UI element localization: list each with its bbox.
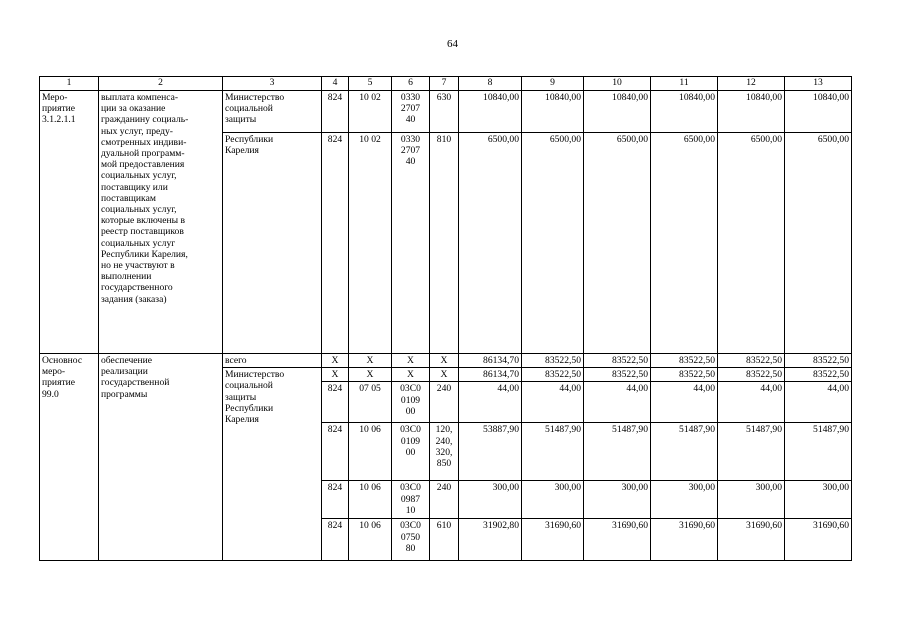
cell-col7: 120, 240, 320, 850 <box>430 423 459 481</box>
measure-description-cell: выплата компенса- ции за оказание гражданину социаль- ных услуг, преду- смотренных индиви- дуальной программ- мой предоставления социальных услуг, поставщику или поставщикам социальных услуг, которые включены в реестр поставщиков социальных услуг Республики Карелия, но не участвуют в выполнении государственного задания (заказа) <box>99 91 223 354</box>
cell-col4: 824 <box>322 519 349 561</box>
cell-value-col10: 31690,60 <box>584 519 651 561</box>
cell-value-col11: 83522,50 <box>651 354 718 368</box>
cell-value-col9: 44,00 <box>522 382 584 423</box>
cell-value-col12: 10840,00 <box>718 91 785 133</box>
cell-col4: 824 <box>322 382 349 423</box>
cell-value-col11: 300,00 <box>651 481 718 519</box>
cell-col6: 03C0 0987 10 <box>392 481 430 519</box>
cell-value-col11: 83522,50 <box>651 368 718 382</box>
measure-code-cell: Основнос меро- приятие 99.0 <box>40 354 99 561</box>
cell-col5: X <box>349 368 392 382</box>
cell-value-col12: 300,00 <box>718 481 785 519</box>
header-cell-9: 9 <box>522 77 584 91</box>
page-number: 64 <box>447 38 458 50</box>
cell-value-col13: 300,00 <box>785 481 852 519</box>
cell-value-col8: 300,00 <box>459 481 522 519</box>
executor-cell: Министерство социальной защиты Республики Карелия <box>223 368 322 561</box>
cell-value-col10: 10840,00 <box>584 91 651 133</box>
header-cell-5: 5 <box>349 77 392 91</box>
cell-col7: 610 <box>430 519 459 561</box>
cell-col5: 07 05 <box>349 382 392 423</box>
budget-table <box>39 76 852 561</box>
cell-col6: X <box>392 354 430 368</box>
cell-value-col10: 6500,00 <box>584 133 651 354</box>
cell-col5: 10 06 <box>349 519 392 561</box>
header-cell-6: 6 <box>392 77 430 91</box>
measure-code-cell: Меро- приятие 3.1.2.1.1 <box>40 91 99 354</box>
cell-value-col12: 83522,50 <box>718 368 785 382</box>
cell-col6: 03C0 0109 00 <box>392 382 430 423</box>
cell-value-col11: 51487,90 <box>651 423 718 481</box>
cell-value-col8: 44,00 <box>459 382 522 423</box>
cell-col7: 240 <box>430 481 459 519</box>
cell-value-col10: 83522,50 <box>584 368 651 382</box>
cell-col4: 824 <box>322 423 349 481</box>
cell-col5: 10 02 <box>349 133 392 354</box>
header-cell-1: 1 <box>40 77 99 91</box>
table-row-total <box>40 354 852 368</box>
cell-value-col12: 51487,90 <box>718 423 785 481</box>
cell-value-col10: 44,00 <box>584 382 651 423</box>
cell-value-col9: 10840,00 <box>522 91 584 133</box>
cell-value-col13: 51487,90 <box>785 423 852 481</box>
cell-col7: 630 <box>430 91 459 133</box>
executor-cell: Министерство социальной защиты <box>223 91 322 133</box>
cell-col7: X <box>430 354 459 368</box>
cell-value-col13: 83522,50 <box>785 354 852 368</box>
table-row <box>40 91 852 133</box>
cell-value-col11: 44,00 <box>651 382 718 423</box>
cell-value-col13: 44,00 <box>785 382 852 423</box>
cell-col4: 824 <box>322 91 349 133</box>
cell-value-col13: 10840,00 <box>785 91 852 133</box>
cell-value-col8: 86134,70 <box>459 368 522 382</box>
cell-col5: X <box>349 354 392 368</box>
header-cell-3: 3 <box>223 77 322 91</box>
cell-value-col9: 31690,60 <box>522 519 584 561</box>
cell-value-col12: 31690,60 <box>718 519 785 561</box>
cell-value-col13: 6500,00 <box>785 133 852 354</box>
cell-value-col8: 10840,00 <box>459 91 522 133</box>
cell-value-col13: 31690,60 <box>785 519 852 561</box>
cell-value-col9: 6500,00 <box>522 133 584 354</box>
cell-value-col8: 53887,90 <box>459 423 522 481</box>
header-cell-4: 4 <box>322 77 349 91</box>
header-cell-13: 13 <box>785 77 852 91</box>
cell-col4: 824 <box>322 133 349 354</box>
cell-value-col9: 83522,50 <box>522 354 584 368</box>
cell-col6: 03C0 0109 00 <box>392 423 430 481</box>
cell-value-col11: 6500,00 <box>651 133 718 354</box>
header-cell-8: 8 <box>459 77 522 91</box>
cell-col4: 824 <box>322 481 349 519</box>
cell-col6: X <box>392 368 430 382</box>
cell-col6: 0330 2707 40 <box>392 91 430 133</box>
cell-value-col11: 10840,00 <box>651 91 718 133</box>
header-cell-11: 11 <box>651 77 718 91</box>
cell-value-col9: 83522,50 <box>522 368 584 382</box>
cell-col4: X <box>322 354 349 368</box>
cell-value-col11: 31690,60 <box>651 519 718 561</box>
cell-value-col10: 51487,90 <box>584 423 651 481</box>
header-cell-7: 7 <box>430 77 459 91</box>
cell-value-col8: 86134,70 <box>459 354 522 368</box>
cell-col5: 10 06 <box>349 423 392 481</box>
cell-col7: X <box>430 368 459 382</box>
cell-value-col8: 6500,00 <box>459 133 522 354</box>
executor-cell: Республики Карелия <box>223 133 322 354</box>
cell-col7: 810 <box>430 133 459 354</box>
total-label-cell: всего <box>223 354 322 368</box>
header-cell-12: 12 <box>718 77 785 91</box>
cell-value-col13: 83522,50 <box>785 368 852 382</box>
cell-value-col12: 83522,50 <box>718 354 785 368</box>
cell-value-col12: 6500,00 <box>718 133 785 354</box>
header-cell-10: 10 <box>584 77 651 91</box>
cell-col5: 10 02 <box>349 91 392 133</box>
cell-col5: 10 06 <box>349 481 392 519</box>
cell-value-col9: 300,00 <box>522 481 584 519</box>
cell-value-col8: 31902,80 <box>459 519 522 561</box>
table-header-row <box>40 77 852 91</box>
cell-col7: 240 <box>430 382 459 423</box>
cell-value-col10: 83522,50 <box>584 354 651 368</box>
cell-col4: X <box>322 368 349 382</box>
cell-value-col12: 44,00 <box>718 382 785 423</box>
cell-value-col10: 300,00 <box>584 481 651 519</box>
measure-description-cell: обеспечение реализации государственной программы <box>99 354 223 561</box>
cell-col6: 03C0 0750 80 <box>392 519 430 561</box>
cell-col6: 0330 2707 40 <box>392 133 430 354</box>
header-cell-2: 2 <box>99 77 223 91</box>
cell-value-col9: 51487,90 <box>522 423 584 481</box>
